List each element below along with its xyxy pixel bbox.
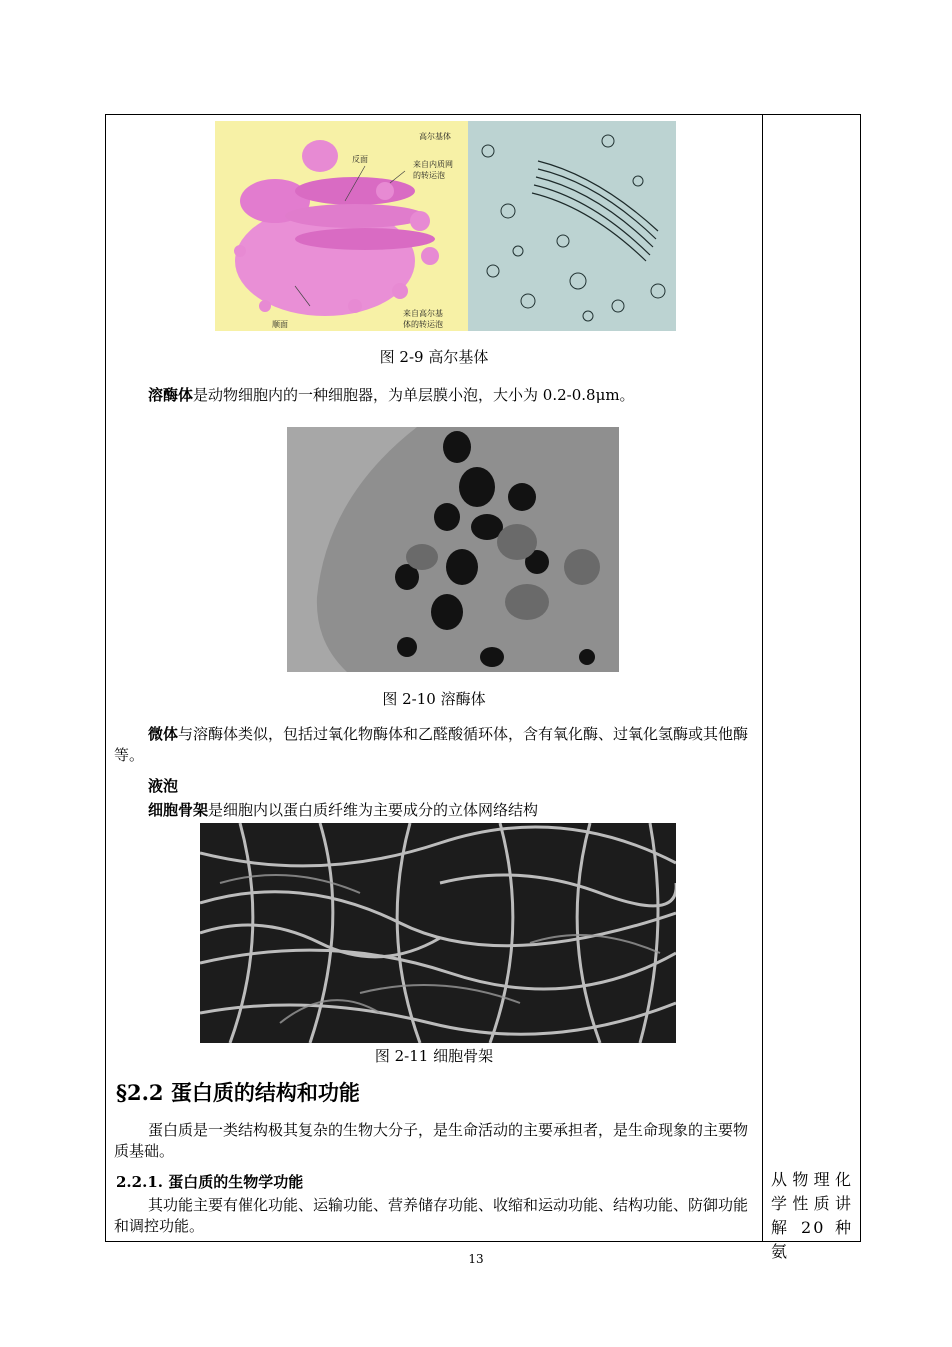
vacuole-term: 液泡 <box>148 777 179 795</box>
figure-2-10-caption: 图 2-10 溶酶体 <box>382 690 486 708</box>
subsection-title: 2.2.1. 蛋白质的生物学功能 <box>116 1173 304 1191</box>
golgi-micrograph <box>468 121 676 331</box>
microbody-paragraph <box>114 724 754 766</box>
golgi-diagram-illustration <box>215 121 468 331</box>
label-cis-face: 顺面 <box>272 320 288 329</box>
cytoskeleton-text: 是细胞内以蛋白质纤维为主要成分的立体网络结构 <box>208 801 539 819</box>
label-from-er-2: 的转运泡 <box>413 171 445 180</box>
cytoskeleton-paragraph <box>114 800 754 821</box>
lysosome-paragraph <box>114 385 754 406</box>
golgi-micrograph-texture <box>468 121 676 331</box>
side-column <box>763 115 860 1261</box>
main-column <box>106 115 762 1241</box>
cytoskeleton-micrograph-texture <box>200 823 676 1043</box>
lysosome-text: 是动物细胞内的一种细胞器，为单层膜小泡，大小为 0.2-0.8μm。 <box>193 386 635 404</box>
section-title: §2.2 蛋白质的结构和功能 <box>116 1080 360 1105</box>
side-note: 从物理化学性质讲解 20 种氨 <box>771 1170 853 1261</box>
microbody-term: 微体 <box>148 725 179 743</box>
label-golgi: 高尔基体 <box>419 132 451 141</box>
label-from-er: 来自内质网 <box>413 160 453 169</box>
label-from-golgi-2: 体的转运泡 <box>403 320 443 329</box>
golgi-diagram <box>215 121 468 331</box>
cytoskeleton-term: 细胞骨架 <box>148 801 209 819</box>
lysosome-term: 溶酶体 <box>148 386 194 404</box>
microbody-text: 与溶酶体类似，包括过氧化物酶体和乙醛酸循环体，含有氧化酶、过氧化氢酶或其他酶等。 <box>114 725 749 764</box>
lysosome-micrograph <box>287 427 619 672</box>
protein-intro-paragraph: 蛋白质是一类结构极其复杂的生物大分子，是生命活动的主要承担者，是生命现象的主要物质基础。 <box>114 1121 749 1160</box>
page-number: 13 <box>468 1252 484 1266</box>
label-from-golgi: 来自高尔基 <box>403 309 443 318</box>
vacuole-paragraph <box>114 776 754 797</box>
cytoskeleton-micrograph <box>200 823 676 1043</box>
lysosome-micrograph-texture <box>287 427 619 672</box>
figure-2-9-caption: 图 2-9 高尔基体 <box>379 348 489 366</box>
label-trans-face: 反面 <box>352 155 368 164</box>
function-paragraph: 其功能主要有催化功能、运输功能、营养储存功能、收缩和运动功能、结构功能、防御功能和调控功能。 <box>114 1196 749 1235</box>
figure-2-11-caption: 图 2-11 细胞骨架 <box>374 1047 494 1065</box>
